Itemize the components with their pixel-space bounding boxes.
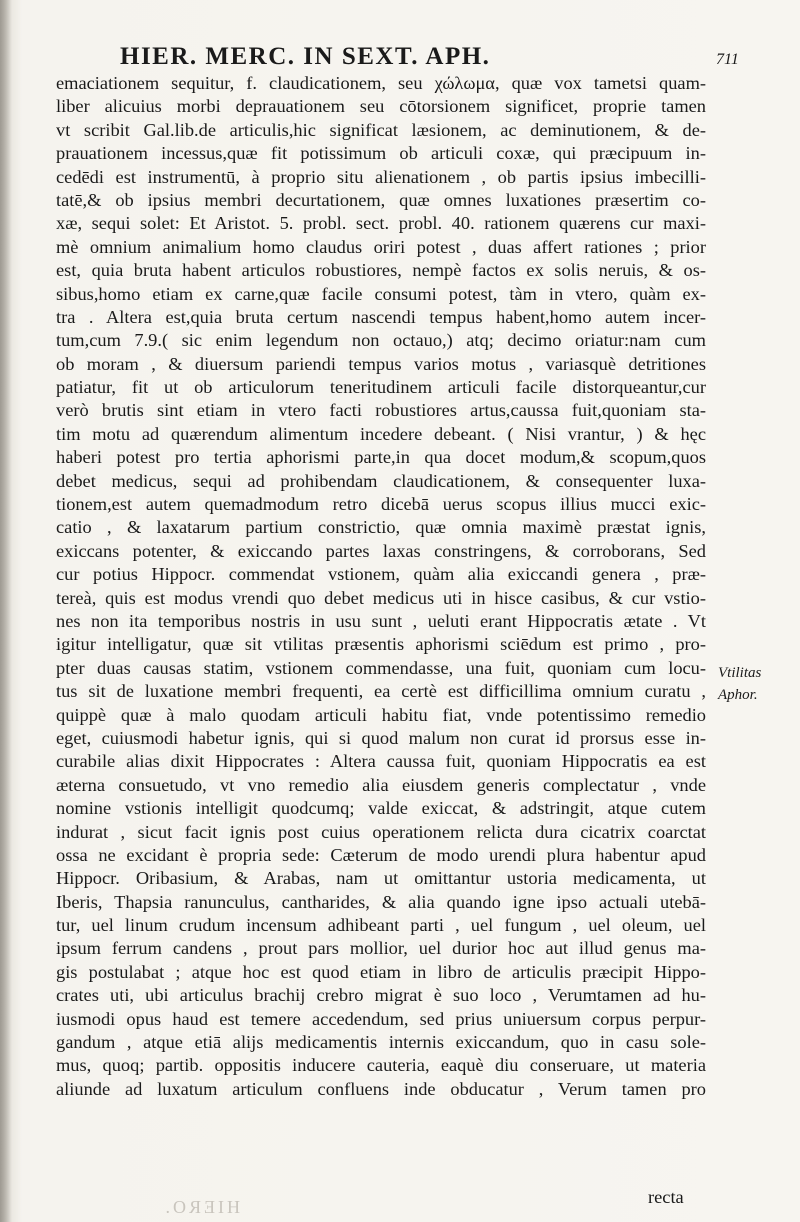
text-line: mè omnium animalium homo claudus oriri potest , duas affert rationes ; prior — [56, 236, 706, 257]
text-line: nes non ita temporibus nostris in usu sunt , ueluti erant Hippocratis ætate . Vt — [56, 610, 706, 631]
text-line: iusmodi opus haud est temere accedendum, sed prius uniuersum corpus perpur- — [56, 1008, 706, 1029]
text-line: curabile alias dixit Hippocrates : Altera caussa fuit, quoniam Hippocratis ea est — [56, 751, 706, 772]
text-line: tra . Altera est,quia bruta certum nascendi tempus habent,homo autem incer- — [56, 306, 706, 327]
text-line: aliunde ad luxatum articulum confluens inde obducatur , Verum tamen pro — [56, 1078, 706, 1099]
folio-number: 711 — [716, 51, 739, 68]
text-line: quippè quæ à malo quodam articuli habitu fiat, vnde potentissimo remedio — [56, 704, 706, 725]
text-line: cedēdi est instrumentū, à proprio situ alienationem , ob partis ipsius imbecilli- — [56, 166, 706, 187]
text-line: Hippocr. Oribasium, & Arabas, nam ut omittantur ustoria medicamenta, ut — [56, 868, 706, 889]
text-line: crates uti, ubi articulus brachij crebro migrat è suo loco , Verumtamen ad hu- — [56, 985, 706, 1006]
text-line: tur, uel linum crudum incensum adhibeant parti , uel fungum , uel oleum, uel — [56, 915, 706, 936]
text-line: haberi potest pro tertia aphorismi parte,in qua docet modum,& scopum,quos — [56, 447, 706, 468]
text-line: æterna consuetudo, vt vno remedio alia eiusdem generis complectatur , vnde — [56, 774, 706, 795]
text-line: sibus,homo etiam ex carne,quæ facile consumi potest, tàm in vtero, quàm ex- — [56, 283, 706, 304]
text-line: tionem,est autem quemadmodum retro dicebā uerus scopus illius mucci exic- — [56, 494, 706, 515]
text-line: vt scribit Gal.lib.de articulis,hic significat læsionem, ac deminutionem, & de- — [56, 119, 706, 140]
text-line: est, quia bruta habent articulos robustiores, nempè factos ex solis neruis, & os- — [56, 260, 706, 281]
text-line: tus sit de luxatione membri frequenti, ea certè est difficillima omnium curatu , — [56, 681, 706, 702]
margin-note-line: Vtilitas — [718, 665, 762, 681]
text-line: pter duas causas statim, vstionem commendasse, una fuit, quoniam cum locu- — [56, 657, 706, 678]
text-line: debet medicus, sequi ad prohibendam claudicationem, & consequenter luxa- — [56, 470, 706, 491]
text-line: mus, quoq; partib. oppositis inducere cauteria, eaquè diu conseruare, ut materia — [56, 1055, 706, 1076]
text-line: Iberis, Thapsia ranunculus, cantharides, & alia quando igne ipso actuali utebā- — [56, 891, 706, 912]
text-line: eget, cuiusmodi habetur ignis, qui si quod malum non curat id prorsus esse in- — [56, 727, 706, 748]
text-line: ipsum ferrum candens , prout pars mollior, uel durior hoc aut illud genus ma- — [56, 938, 706, 959]
text-line: gandum , atque etiā alijs medicamentis internis exiccandum, quo in casu sole- — [56, 1032, 706, 1053]
text-line: tim motu ad quærendum alimentum incedere debeant. ( Nisi vrantur, ) & hęc — [56, 423, 706, 444]
running-header: HIER. MERC. IN SEXT. APH. — [120, 43, 491, 70]
text-line: nomine vstionis intelligit quodcumq; valde exiccat, & adstringit, atque cutem — [56, 798, 706, 819]
text-line: liber alicuius morbi deprauationem seu cōtorsionem significet, proprie tamen — [56, 96, 706, 117]
text-line: tum,cum 7.9.( sic enim legendum non octauo,) atq; decimo oriatur:nam cum — [56, 330, 706, 351]
text-line: ob moram , & diuersum pariendi tempus varios motus , variasquè detritiones — [56, 353, 706, 374]
text-line: igitur intelligatur, quæ sit vtilitas præsentis aphorismi sciēdum est primo , pro- — [56, 634, 706, 655]
gutter-shadow — [0, 0, 12, 1222]
margin-note — [718, 662, 798, 706]
text-line: cur potius Hippocr. commendat vstionem, quàm alia exiccandi genera , præ- — [56, 564, 706, 585]
text-line: verò brutis sint etiam in vtero facti robustiores artus,caussa fuit,quoniam sta- — [56, 400, 706, 421]
text-line: tereà, quis est modus vrendi quo debet medicus uti in hisce casibus, & cur vstio- — [56, 587, 706, 608]
text-line: ossa ne excidant è propria sede: Cæterum de modo urendi plura habentur apud — [56, 844, 706, 865]
margin-note-line: Aphor. — [718, 687, 758, 703]
text-line: exiccans potenter, & exiccando partes laxas constringens, & corroborans, Sed — [56, 540, 706, 561]
catchword: recta — [648, 1187, 684, 1207]
body-text — [56, 72, 706, 1101]
show-through-text: HIERO. — [162, 1197, 240, 1217]
text-line: prauationem incessus,quæ fit potissimum ob articuli coxæ, qui præcipuum in- — [56, 143, 706, 164]
text-line: emaciationem sequitur, f. claudicationem, seu χώλωμα, quæ vox tametsi quam- — [56, 73, 706, 93]
text-line: tatē,& ob ipsius membri decurtationem, quæ omnes luxationes præsertim co- — [56, 189, 706, 210]
text-line: indurat , sicut facit ignis post cuius operationem relicta dura cicatrix coarctat — [56, 821, 706, 842]
text-line: xæ, sequi solet: Et Aristot. 5. probl. sect. probl. 40. rationem quærens cur maxi- — [56, 213, 706, 234]
text-line: catio , & laxatarum partium constrictio, quæ omnia maximè præstat ignis, — [56, 517, 706, 538]
text-line: gis postulabat ; atque hoc est quod etiam in libro de articulis præcipit Hippo- — [56, 961, 706, 982]
text-line: patiatur, fit ut ob articulorum teneritudinem articuli facile distorqueantur,cur — [56, 377, 706, 398]
